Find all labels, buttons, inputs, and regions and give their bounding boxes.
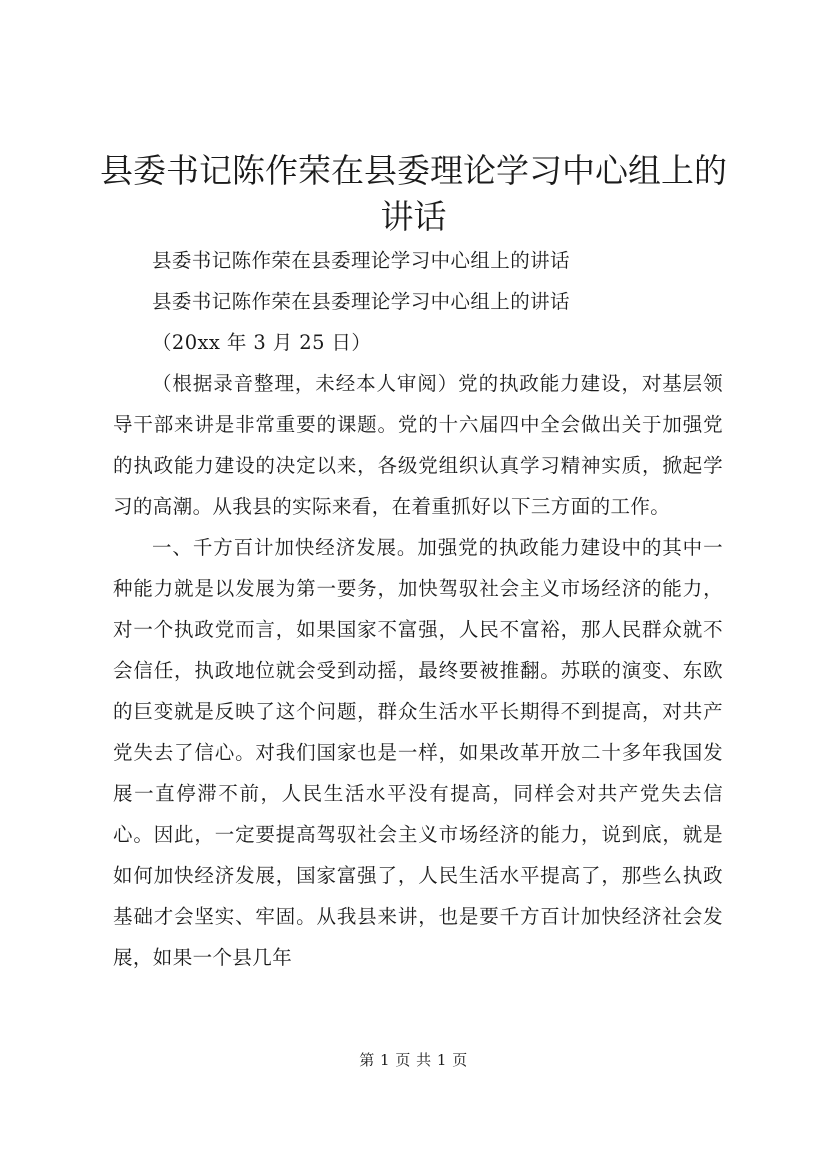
document-body — [113, 240, 723, 978]
subtitle-line-repeat: 县委书记陈作荣在县委理论学习中心组上的讲话 — [152, 290, 570, 313]
section-one-paragraph: 一、千方百计加快经济发展。加强党的执政能力建设中的其中一种能力就是以发展为第一要务，加快驾驭社会主义市场经济的能力，对一个执政党而言，如果国家不富强，人民不富裕，那人民群众就不会信任，执政地位就会受到动摇，最终要被推翻。苏联的演变、东欧的巨变就是反映了这个问题，群众生活水平长期得不到提高，对共产党失去了信心。对我们国家也是一样，如果改革开放二十多年我国发展一直停滞不前，人民生活水平没有提高，同样会对共产党失去信心。因此，一定要提高驾驭社会主义市场经济的能力，说到底，就是如何加快经济发展，国家富强了，人民生活水平提高了，那些么执政基础才会坚实、牢固。从我县来讲，也是要千方百计加快经济社会发展，如果一个县几年 — [113, 536, 723, 969]
page-footer: 第 1 页 共 1 页 — [359, 1051, 468, 1069]
speech-date: （20xx 年 3 月 25 日） — [152, 331, 372, 354]
intro-paragraph: （根据录音整理，未经本人审阅）党的执政能力建设，对基层领导干部来讲是非常重要的课题。党的十六届四中全会做出关于加强党的执政能力建设的决定以来，各级党组织认真学习精神实质，掀起学习的高潮。从我县的实际来看，在着重抓好以下三方面的工作。 — [113, 372, 723, 518]
subtitle-line: 县委书记陈作荣在县委理论学习中心组上的讲话 — [152, 249, 570, 272]
document-title: 县委书记陈作荣在县委理论学习中心组上的讲话 — [100, 151, 727, 236]
